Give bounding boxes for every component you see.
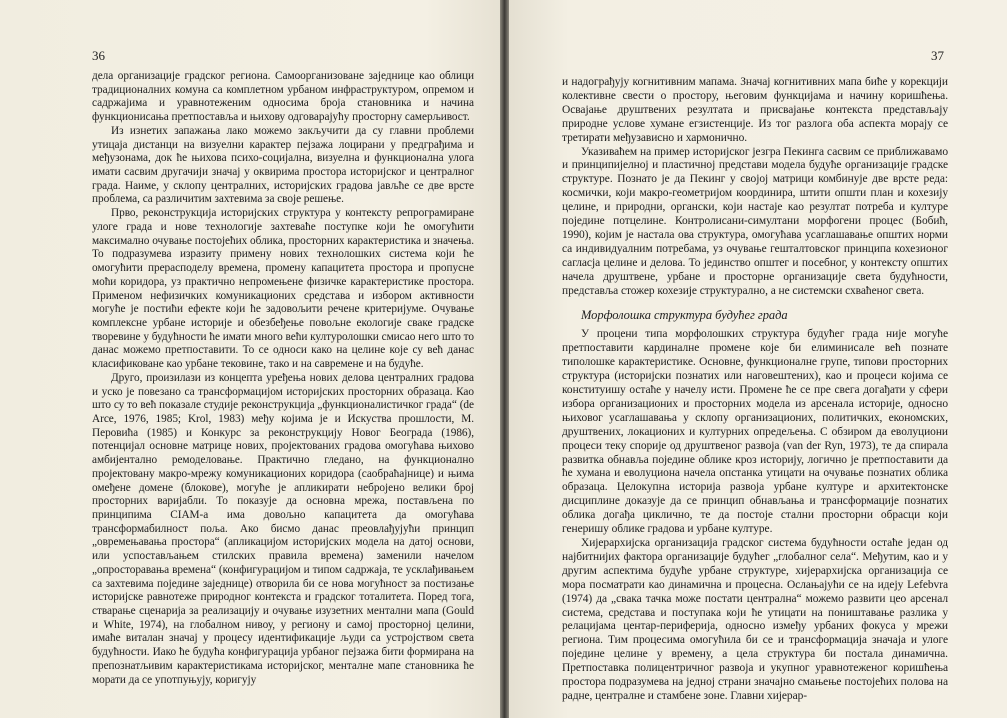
- left-page: [0, 0, 500, 718]
- book-gutter: [500, 0, 509, 718]
- right-page: [509, 0, 1007, 718]
- paragraph: Прво, реконструкција историјских структура у контексту репрограмиране улоге града и нове технологије захтеваће поступке који ће омогућити максимално очување постојећих облика, просторних карактеристика и значења. То подразумева изразиту примену нових технолошких система који ће омогућити прерасподелу времена, промену капацитета простора и пропусне моћи коридора, уз практично непромењене физичке карактеристике простора. Применом нефизичких комуникационих средстава и избором активности могуће је постићи ефекте који ће задовољити речене критеријуме. Очување комплексне урбане историје и обезбеђење повољне екологије сваке градске творевине у будућности ће имати много већи културолошки смисао него што то данас можемо претпоставити. То се односи како на целине које су већ данас класификоване као урбане тековине, тако и на савремене и на будуће.: [92, 207, 474, 371]
- page-number-right: 37: [931, 48, 944, 63]
- paragraph: и надограђују когнитивним мапама. Значај когнитивних мапа биће у корекцији колективне свести о простору, његовим функцијама и начину коришћења. Освајање друштвених резултата и присвајање контекста представљају природне услове хумане егзистенције. Из тог разлога оба аспекта морају се третирати међузависно и хармонично.: [562, 76, 948, 144]
- paragraph: Указиваћем на пример историјског језгра Пекинга сасвим се приближавамо и принципијелној и пластичној представи модела будуће организације градске структуре. Познато је да Пекинг у својој матрици комбинује две врсте реда: космички, који макро-геометријом координира, штити општи план и кохезију целине, и природни, органски, који настаје као резултат потреба и културе појединe потцелине. Контролисани-симултани морфогени процес (Бобић, 1990), којим је настала ова структура, омогућава усаглашавање општих норми са индивидуалним потребама, уз очување гешталтовског принципа кохезионог сагласја целине и делова. То јединство општег и посебног, у контексту општих начела друштвене, урбане и просторне организације света будућности, представља стожер кохезије структурално, а не системски схваћеног света.: [562, 145, 948, 297]
- paragraph: Друго, произилази из концепта уређења нових делова централних градова и уско је повезано са трансформацијом историјских просторних образаца. Као што су то већ показале студије реконструкција „функционалистичког града“ (de Arce, 1976, 1985; Krol, 1983) међу којима је и Искуства прошлости, М. Перовића (1985) и Конкурс за реконструкцију Новог Београда (1986), потенцијал основне матрице нових, пројектованих градова омогућава њихово амбијентално ремоделовање. Практично гледано, на функционално пројектовану макро-мрежу комуникационих коридора (саобраћајнице) и њима омеђене домене (блокове), могуће је апликирати небројено велики број просторних варијабли. То показује да основна мрежа, постављена по принципима CIAM-а има довољно капацитета да омогућава трансформабилност поља. Ако бисмо данас преовлађујући принцип „овремењавања простора“ (апликациjом историјских модела на датој основи, или успостављањем стилских правила времена) заменили начелом „опросторавања времена“ (конфигурацијом и типом садржаја, те усклађивањем са захтевима појединe заједнице) отворила би се нова могућност за постизање историјске равнотеже природног контекста и градског тоталитета. Поред тога, стварање сценарија за реализацију и очување изузетних ментални мапа (Gould и White, 1974), на глобалном нивоу, у региону и самој просторној целини, имаће витaлан значај у процесу идентификације људи са устројством света будућности. Иако ће будућа конфигурација урбаног пејзажа бити формирана на препознатљивим карактеристикама историјског, менталне мапе становника ће морати да се употпуњују, коригују: [92, 371, 474, 686]
- section-heading: Морфолошка структура будућег града: [581, 307, 788, 322]
- paragraph: Хијерархијска организација градског система будућности остаће један од најбитнијих фактора организације будућег „глобалног села“. Међутим, као и у другим аспектима будуће урбане структуре, хијерархијска организација се мора посматрати као динамична и процесна. Ослањајући се на идеју Lefebvra (1974) да „свака тачка може постати централна“ можемо развити цео арсенал система, средстава и поступака који ће утицати на поништавање разлика у релацијама центар-периферија, односно између урбаних фокуса у мрежи региона. Тим процесима омогућила би се и трансформација значаја и улоге поједине целине у времену, а цела структура би постала динамична. Претпоставка полицентричног развоја и укупног уравнотеженог коришћења простора подразумева на једној страни значајно смањење постојећих полова на радне, централне и стамбене зоне. Главни хијерар-: [562, 537, 948, 702]
- paragraph: дела организације градског региона. Самоорганизоване заједнице као облици традиционалних комуна са комплетном урбаном инфраструктуром, опремом и садржајима и уравнотеженим односима броја становника и начина функционисања претпоставља и њихову одговарајућу просторну самерљивост.: [92, 70, 474, 124]
- paragraph: У процени типа морфолошких структура будућег града није могуће претпоставити кардиналне промене које би елиминисале већ познате типолошке карактеристике. Основне, функционалне групе, типови просторних структура (историјски познатих или наговештених), као и процеси којима се конституишу остаће у начелу исти. Промене ће се пре свега догађати у сфери избора организационих и просторних модела из арсенала историје, односно њиховог усаглашавања у склопу организационих, политичких, економских, друштвених, локационих и културних опредељења. С обзиром да еволуциони процеси теку спорије од друштвеног развоја (van der Ryn, 1973), те да спирала развитка обнавља поједине облике кроз историју, логично је претпоставити да ће хумана и еволуциона начела опстанка утицати на очување познатих облика образаца. Целокупна историја развоја урбане културе и архитектонске дисциплине доказује да се принцип обнављања и трансформације познатих облика догађа циклично, те да постоје стални просторни обрасци који генеришу облике градова и урбане културе.: [562, 328, 948, 536]
- right-page-body: [562, 76, 948, 704]
- left-page-body: [92, 70, 474, 687]
- page-number-left: 36: [92, 48, 105, 63]
- paragraph: Из изнетих запажања лако можемо закључити да су главни проблеми утицаја дистанци на визуелни карактер пејзажа лоцирани у предграђима и међузонама, док ће њихова психо-социјална, визуелна и функционална улога имати сасвим другачији значај у оквирима простора историјског и централног града. Наиме, у склопу централних, историјских градова јављће се две врсте проблема, са различитим захтевима за своје решење.: [92, 124, 474, 206]
